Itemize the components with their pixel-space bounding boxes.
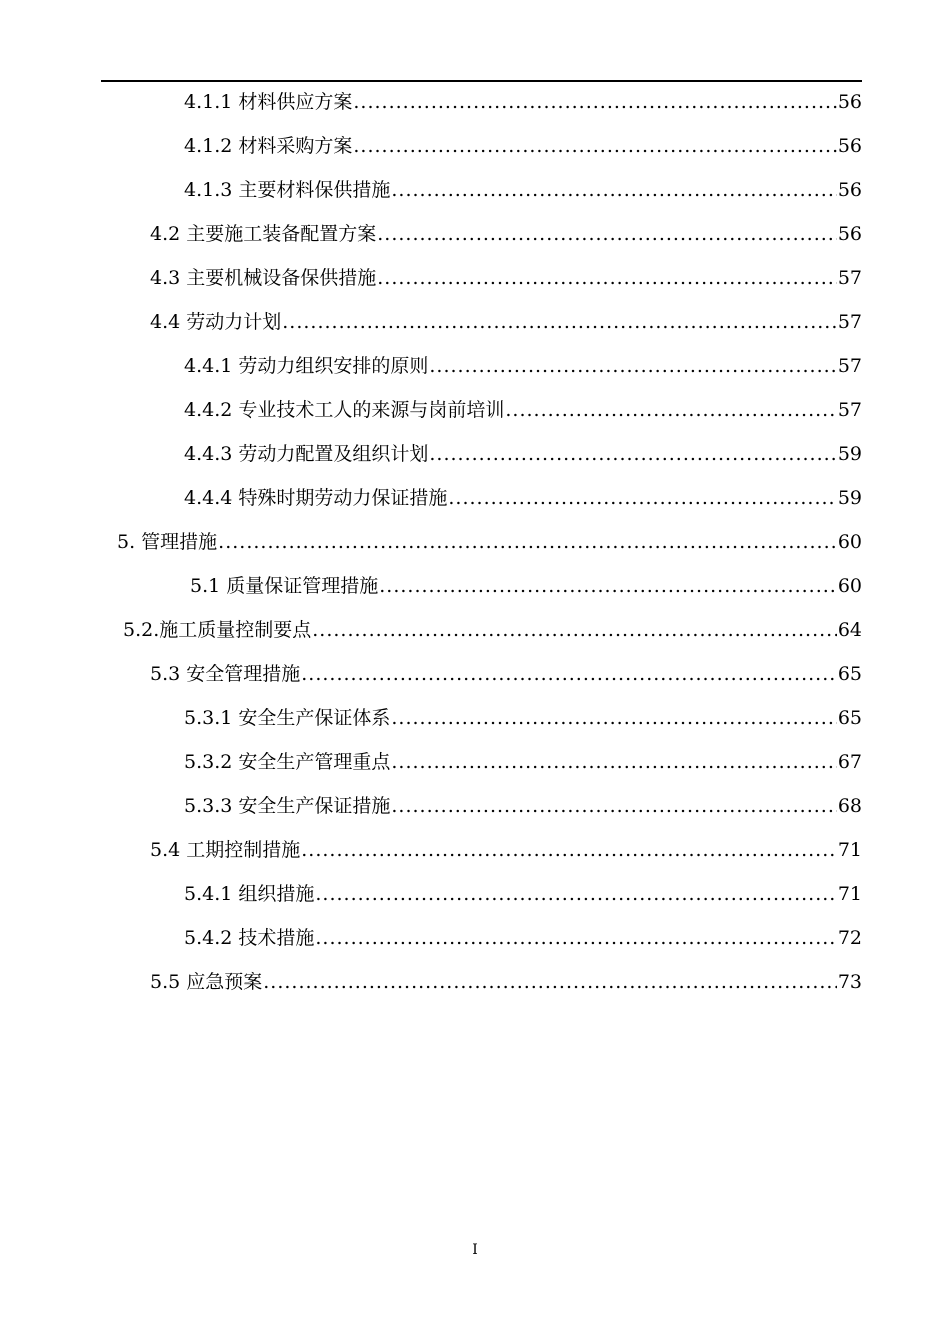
toc-entry-label: 5.2.施工质量控制要点 xyxy=(123,619,312,641)
toc-dot-leader xyxy=(353,124,836,168)
toc-entry[interactable] xyxy=(184,388,862,432)
toc-dot-leader xyxy=(282,300,837,344)
toc-entry-page-number: 59 xyxy=(837,487,862,509)
toc-entry[interactable] xyxy=(117,520,862,564)
toc-entry-label: 5.3.2 安全生产管理重点 xyxy=(184,751,391,773)
toc-entry-label: 5. 管理措施 xyxy=(117,531,218,553)
toc-entry-label: 4.4.3 劳动力配置及组织计划 xyxy=(184,443,429,465)
toc-entry[interactable] xyxy=(184,432,862,476)
toc-entry-page-number: 57 xyxy=(837,355,862,377)
toc-dot-leader xyxy=(391,784,836,828)
toc-entry[interactable] xyxy=(184,344,862,388)
toc-entry-label: 4.4.2 专业技术工人的来源与岗前培训 xyxy=(184,399,505,421)
toc-entry-page-number: 56 xyxy=(837,91,862,113)
toc-entry-label: 5.5 应急预案 xyxy=(150,971,263,993)
toc-entry-page-number: 67 xyxy=(837,751,862,773)
toc-dot-leader xyxy=(429,432,836,476)
toc-entry[interactable] xyxy=(150,652,862,696)
toc-entry-page-number: 57 xyxy=(837,311,862,333)
toc-entry[interactable] xyxy=(184,168,862,212)
toc-entry-page-number: 71 xyxy=(837,883,862,905)
toc-entry[interactable] xyxy=(184,784,862,828)
toc-entry[interactable] xyxy=(190,564,862,608)
toc-entry-page-number: 73 xyxy=(837,971,862,993)
toc-entry[interactable] xyxy=(184,872,862,916)
toc-entry[interactable] xyxy=(150,300,862,344)
toc-entry-label: 5.3.1 安全生产保证体系 xyxy=(184,707,391,729)
toc-dot-leader xyxy=(301,652,837,696)
toc-dot-leader xyxy=(315,916,836,960)
toc-entry-page-number: 56 xyxy=(837,135,862,157)
toc-entry-page-number: 59 xyxy=(837,443,862,465)
toc-entry[interactable] xyxy=(123,608,862,652)
toc-dot-leader xyxy=(448,476,836,520)
toc-entry[interactable] xyxy=(184,696,862,740)
toc-dot-leader xyxy=(505,388,836,432)
toc-entry-label: 4.1.3 主要材料保供措施 xyxy=(184,179,391,201)
toc-dot-leader xyxy=(391,168,836,212)
toc-entry-page-number: 64 xyxy=(837,619,862,641)
footer-page-number: I xyxy=(472,1242,478,1258)
toc-entry-label: 4.4 劳动力计划 xyxy=(150,311,282,333)
toc-dot-leader xyxy=(391,740,836,784)
toc-entry-label: 5.4.1 组织措施 xyxy=(184,883,315,905)
toc-entry-page-number: 71 xyxy=(837,839,862,861)
toc-entry-label: 5.3.3 安全生产保证措施 xyxy=(184,795,391,817)
toc-dot-leader xyxy=(377,212,837,256)
toc-entry-page-number: 60 xyxy=(837,531,862,553)
toc-entry[interactable] xyxy=(184,740,862,784)
toc-entry[interactable] xyxy=(184,124,862,168)
toc-dot-leader xyxy=(312,608,837,652)
toc-entry-label: 4.1.1 材料供应方案 xyxy=(184,91,353,113)
toc-dot-leader xyxy=(353,80,836,124)
toc-dot-leader xyxy=(377,256,837,300)
toc-entry[interactable] xyxy=(150,212,862,256)
toc-dot-leader xyxy=(429,344,836,388)
toc-dot-leader xyxy=(315,872,836,916)
toc-entry-page-number: 65 xyxy=(837,707,862,729)
toc-entry[interactable] xyxy=(150,828,862,872)
toc-dot-leader xyxy=(391,696,836,740)
toc-entry-label: 4.3 主要机械设备保供措施 xyxy=(150,267,377,289)
toc-entry-page-number: 60 xyxy=(837,575,862,597)
toc-entry[interactable] xyxy=(184,476,862,520)
toc-entry[interactable] xyxy=(184,916,862,960)
toc-entry-label: 4.4.4 特殊时期劳动力保证措施 xyxy=(184,487,448,509)
toc-entry-label: 5.4 工期控制措施 xyxy=(150,839,301,861)
toc-entry-page-number: 57 xyxy=(837,399,862,421)
toc-entry-page-number: 68 xyxy=(837,795,862,817)
toc-dot-leader xyxy=(218,520,837,564)
toc-entry-label: 5.4.2 技术措施 xyxy=(184,927,315,949)
toc-entry-page-number: 56 xyxy=(837,223,862,245)
toc-dot-leader xyxy=(379,564,837,608)
toc-entry[interactable] xyxy=(150,256,862,300)
toc-entry-label: 5.3 安全管理措施 xyxy=(150,663,301,685)
toc-entry-page-number: 56 xyxy=(837,179,862,201)
toc-entry-label: 4.1.2 材料采购方案 xyxy=(184,135,353,157)
toc-entry-page-number: 72 xyxy=(837,927,862,949)
toc-entry-label: 4.4.1 劳动力组织安排的原则 xyxy=(184,355,429,377)
toc-dot-leader xyxy=(301,828,837,872)
toc-entry[interactable] xyxy=(184,80,862,124)
toc-entry-label: 5.1 质量保证管理措施 xyxy=(190,575,379,597)
toc-entry-page-number: 57 xyxy=(837,267,862,289)
toc-entry[interactable] xyxy=(150,960,862,1004)
toc-dot-leader xyxy=(263,960,837,1004)
toc-entry-label: 4.2 主要施工装备配置方案 xyxy=(150,223,377,245)
toc-entry-page-number: 65 xyxy=(837,663,862,685)
